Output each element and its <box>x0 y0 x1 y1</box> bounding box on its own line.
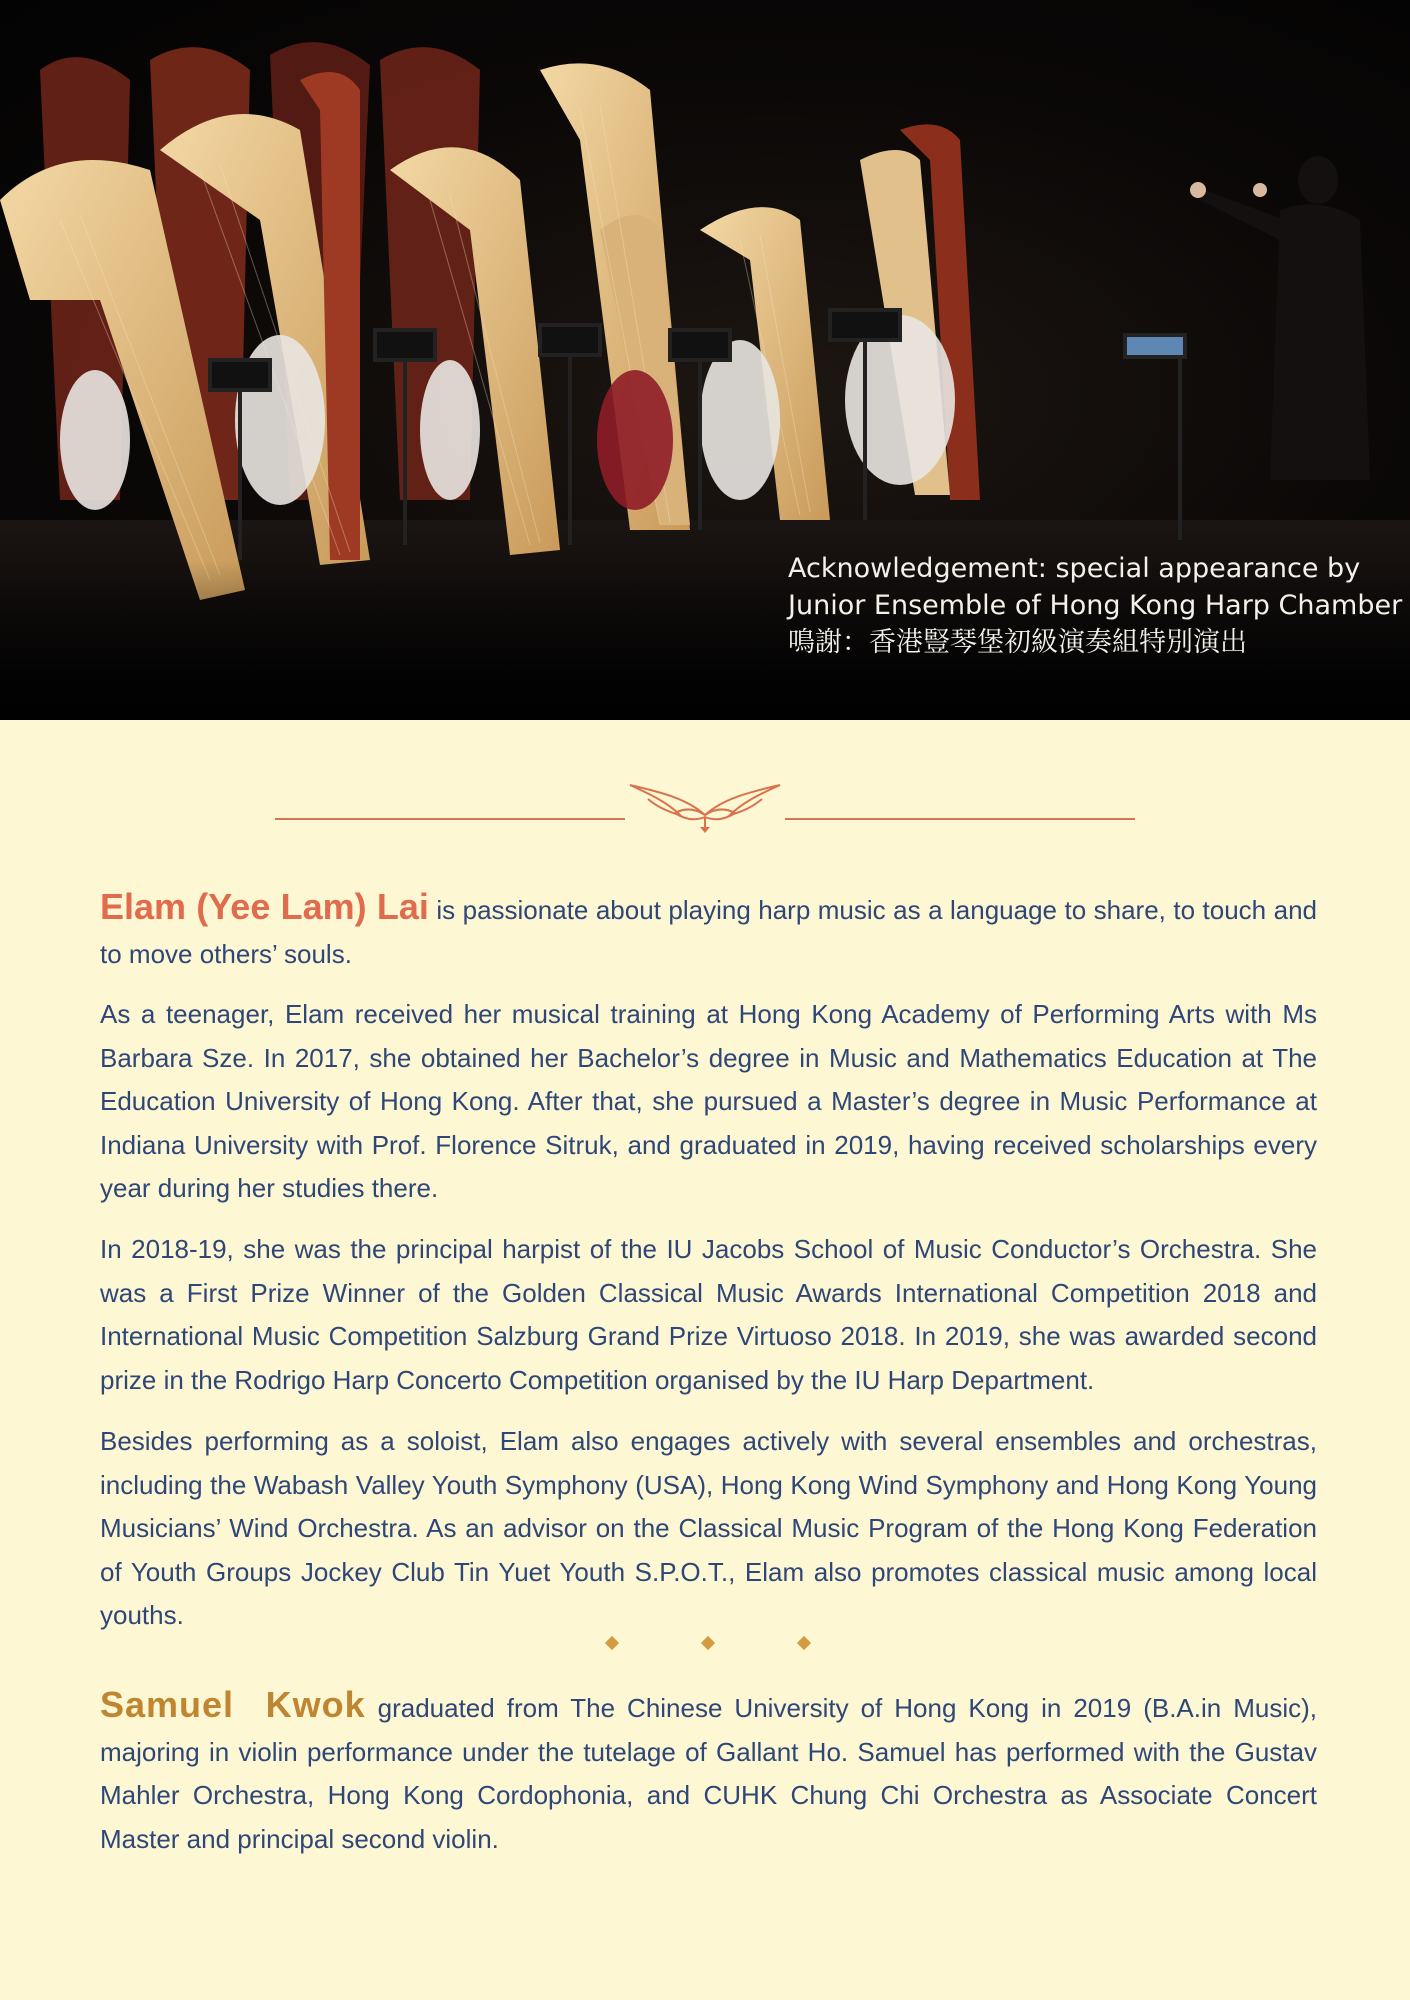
elam-bio-awards <box>100 1228 1317 1402</box>
caption-line-2: Junior Ensemble of Hong Kong Harp Chamber <box>788 590 1403 621</box>
photo-caption <box>788 550 1402 661</box>
caption-line-3: 鳴謝：香港豎琴堡初級演奏組特別演出 <box>788 627 1247 658</box>
samuel-name: Samuel Kwok <box>100 1684 366 1725</box>
elam-bio-ensembles <box>100 1420 1317 1638</box>
diamond-icon <box>605 1636 619 1650</box>
elam-awards-paragraph: In 2018-19, she was the principal harpist of the IU Jacobs School of Music Conductor’s Orchestra. She was a First Prize Winner of the Golden Classical Music Awards International Competition 2018 and International Music Competition Salzburg Grand Prize Virtuoso 2018. In 2019, she was awarded second prize in the Rodrigo Harp Concerto Competition organised by the IU Harp Department. <box>100 1234 1317 1395</box>
ornament-divider <box>270 765 1140 835</box>
elam-training-paragraph: As a teenager, Elam received her musical training at Hong Kong Academy of Performing Arts with Ms Barbara Sze. In 2017, she obtained her Bachelor’s degree in Music and Mathematics Education at The Education University of Hong Kong. After that, she pursued a Master’s degree in Music Performance at Indiana University with Prof. Florence Sitruk, and graduated in 2019, having received scholarships every year during her studies there. <box>100 999 1317 1203</box>
samuel-bio <box>100 1683 1317 1861</box>
elam-intro-text: is passionate about playing harp music as a language to share, to touch and to move others’ souls. <box>100 895 1317 969</box>
elam-bio-training <box>100 993 1317 1211</box>
caption-line-1: Acknowledgement: special appearance by <box>788 553 1361 584</box>
elam-name: Elam (Yee Lam) Lai <box>100 886 429 927</box>
elam-bio <box>100 885 1317 976</box>
section-separator <box>0 1638 1410 1658</box>
diamond-icon <box>701 1636 715 1650</box>
flourish-icon <box>630 785 780 827</box>
elam-ensembles-paragraph: Besides performing as a soloist, Elam also engages actively with several ensembles and orchestras, including the Wabash Valley Youth Symphony (USA), Hong Kong Wind Symphony and Hong Kong Young Musicians’ Wind Orchestra. As an advisor on the Classical Music Program of the Hong Kong Federation of Youth Groups Jockey Club Tin Yuet Youth S.P.O.T., Elam also promotes classical music among local youths. <box>100 1426 1317 1630</box>
samuel-intro-text: graduated from The Chinese University of Hong Kong in 2019 (B.A.in Music), majoring in violin performance under the tutelage of Gallant Ho. Samuel has performed with the Gustav Mahler Orchestra, Hong Kong Cordophonia, and CUHK Chung Chi Orchestra as Associate Concert Master and principal second violin. <box>100 1693 1317 1854</box>
diamond-icon <box>797 1636 811 1650</box>
elam-intro-paragraph <box>100 885 1317 976</box>
samuel-paragraph <box>100 1683 1317 1861</box>
ensemble-photo <box>0 0 1410 720</box>
